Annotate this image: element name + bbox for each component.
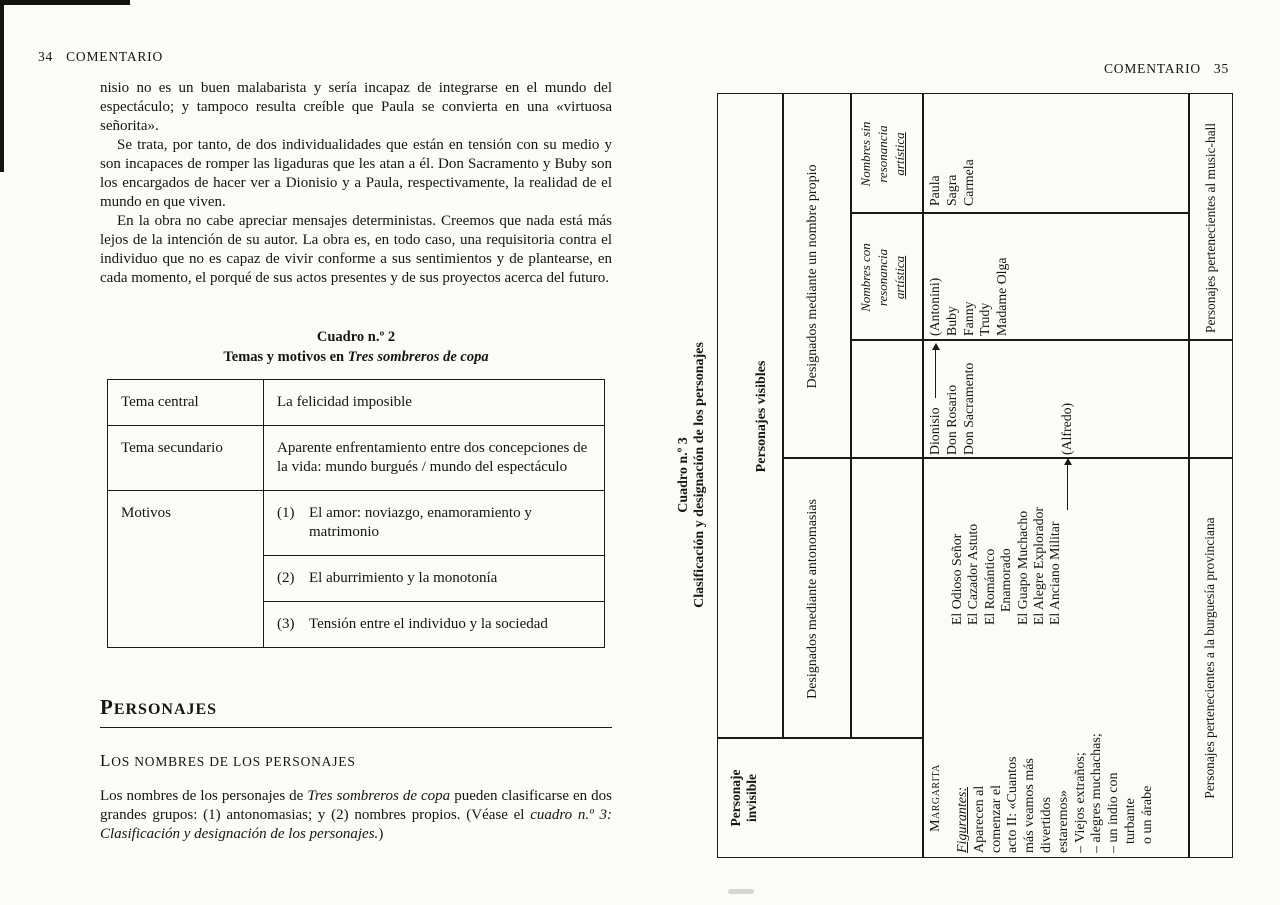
header-line: invisible — [744, 774, 759, 823]
artistic-name-item: (Antonini) — [927, 277, 942, 336]
theme-secondary-value: Aparente enfrentamiento entre dos concepciones de la vida: mundo burgués / mundo del espectáculo — [264, 426, 605, 491]
grid-line — [782, 94, 784, 739]
closing-crossref: cuadro n.º 3: Clasificación y designación de los personajes. — [100, 807, 612, 842]
character-classification-table — [717, 93, 1233, 858]
cuadro2-block — [100, 327, 612, 648]
non-artistic-name-item: Carmela — [960, 159, 976, 206]
right-running-title: COMENTARIO — [1104, 61, 1201, 76]
proper-name-item: Don Rosario — [943, 384, 959, 455]
grid-line — [850, 94, 852, 739]
cuadro3-caption-number: Cuadro n.º 3 — [676, 437, 691, 513]
header-line-underlined: artística — [892, 255, 907, 300]
header-antonomasias: Designados mediante antonomasias — [805, 499, 820, 699]
themes-motifs-table — [107, 379, 605, 648]
right-page-header — [1104, 61, 1229, 77]
footer-music-hall-text: Personajes pertenecientes al music-hall — [1202, 122, 1218, 333]
header-nombre-propio: Designados mediante un nombre propio — [805, 164, 820, 389]
motif-text: El amor: noviazgo, enamoramiento y matrimonio — [309, 505, 532, 540]
proper-name-item: Don Sacramento — [960, 362, 976, 455]
antonomasias-list — [949, 507, 1064, 625]
motif-text: Tensión entre el individuo y la sociedad — [309, 616, 548, 632]
cuadro2-caption-number: Cuadro n.º 2 — [316, 329, 396, 345]
section-heading-personajes — [100, 695, 612, 728]
figurantes-line: Aparecen al — [971, 785, 987, 853]
antonomasia-item: El Anciano Militar — [1047, 521, 1063, 625]
header-line: Nombres sin — [858, 121, 873, 187]
motif-item-2 — [264, 556, 605, 602]
non-artistic-name-item: Sagra — [943, 174, 959, 206]
subsection-heading-rest: OS NOMBRES DE LOS PERSONAJES — [111, 754, 356, 769]
antonomasia-item: El Romántico — [981, 548, 997, 625]
motif-item-3 — [264, 602, 605, 648]
header-line: Nombres con — [858, 243, 873, 312]
artistic-names-list — [927, 257, 1011, 336]
figurantes-line: acto II: «Cuantos — [1005, 756, 1021, 853]
theme-secondary-label: Tema secundario — [108, 426, 264, 491]
motif-entry — [277, 615, 591, 634]
scan-edge-artifact-top — [0, 0, 130, 5]
motif-number: (2) — [277, 570, 295, 586]
closing-seg1: Los nombres de los personajes de — [100, 788, 308, 804]
figurantes-line: – Viejos extraños; — [1072, 752, 1088, 853]
footer-burguesia-text: Personajes pertenecientes a la burguesía provinciana — [1202, 517, 1218, 799]
artistic-name-item: Buby — [943, 306, 959, 336]
antonomasia-item-wrap: Enamorado — [998, 548, 1014, 612]
header-personaje-invisible — [728, 739, 760, 857]
antonomasia-item: El Guapo Muchacho — [1014, 510, 1030, 625]
subsection-heading-nombres — [100, 751, 356, 771]
figurantes-line: más veamos más — [1022, 758, 1038, 853]
alfredo-name: (Alfredo) — [1059, 402, 1074, 455]
header-line-underlined: artística — [892, 132, 907, 176]
cuadro3-caption — [676, 92, 708, 858]
artistic-name-item: Fanny — [960, 301, 976, 336]
arrowhead-icon — [1064, 458, 1072, 465]
figurantes-line: – un indio con — [1106, 772, 1122, 853]
non-artistic-names-list — [927, 159, 977, 206]
theme-central-label: Tema central — [108, 380, 264, 426]
figurantes-title: Figurantes: — [955, 786, 970, 853]
header-nombres-sin-resonancia — [857, 94, 908, 214]
cuadro3-caption-title: Clasificación y designación de los personajes — [692, 342, 707, 608]
non-artistic-name-item: Paula — [927, 175, 942, 206]
paragraph-3: En la obra no cabe apreciar mensajes deterministas. Creemos que nada está más lejos de la intención de su autor. La obra es, en todo caso, una requisitoria contra el individuo que no es capaz de vivir conforme a sus sentimientos y de plantearse, en cada momento, el porqué de sus actos presentes y de sus proyectos acerca del futuro. — [100, 213, 612, 286]
closing-paragraph — [100, 787, 612, 844]
proper-name-item: Dionisio — [927, 407, 942, 455]
arrowhead-icon — [932, 343, 940, 350]
figurantes-line: turbante — [1122, 798, 1138, 844]
antonomasia-item: El Alegre Explorador — [1031, 506, 1047, 625]
header-personajes-visibles: Personajes visibles — [754, 360, 769, 473]
antonomasia-item: El Odioso Señor — [949, 533, 964, 625]
scan-edge-artifact-left — [0, 0, 4, 172]
cuadro2-caption-text: Temas y motivos en — [223, 349, 348, 365]
footer-burguesia — [1189, 459, 1232, 857]
cuadro2-caption-line1 — [100, 327, 612, 347]
table-row — [108, 380, 605, 426]
arrow-anciano-alfredo — [1067, 463, 1068, 510]
footer-music-hall — [1189, 97, 1232, 333]
antonomasia-item: El Cazador Astuto — [965, 523, 981, 625]
header-line: Personaje — [728, 769, 743, 827]
figurantes-line: o un árabe — [1139, 785, 1155, 844]
closing-seg3: pueden clasificarse en dos grandes grupos: (1) antonomasias; y (2) nombres propios. (Véase el — [100, 788, 612, 823]
header-nombres-con-resonancia — [857, 214, 908, 341]
header-line: resonancia — [875, 125, 890, 183]
motif-entry — [277, 504, 591, 542]
closing-paragraph-text — [100, 787, 612, 844]
subsection-heading-initial: L — [100, 751, 112, 770]
right-page-number: 35 — [1213, 61, 1230, 76]
figurantes-block — [955, 733, 1157, 853]
figurantes-line: divertidos — [1038, 797, 1054, 853]
section-heading-rest: ERSONAJES — [113, 701, 218, 718]
grid-line — [922, 94, 924, 857]
closing-seg5: ) — [378, 826, 384, 842]
left-page-number: 34 — [38, 49, 54, 64]
motif-item-1 — [264, 491, 605, 556]
section-heading-initial: P — [100, 695, 114, 719]
left-page-header — [38, 49, 163, 65]
paragraph-1: nisio no es un buen malabarista y sería incapaz de integrarse en el mundo del espectáculo; y tampoco resulta creíble que Paula se convierta en una «virtuosa señorita». — [100, 80, 612, 134]
artistic-name-item: Madame Olga — [994, 257, 1010, 336]
header-line: resonancia — [875, 248, 890, 307]
table-row — [108, 491, 605, 556]
left-running-title: COMENTARIO — [66, 49, 164, 64]
closing-worktitle: Tres sombreros de copa — [307, 788, 451, 804]
cuadro2-caption-line2 — [100, 347, 612, 367]
figurantes-line: comenzar el — [988, 784, 1004, 853]
scan-smudge — [728, 889, 754, 894]
left-body-text — [100, 79, 612, 288]
motifs-label: Motivos — [108, 491, 264, 648]
figurantes-line: estaremos» — [1055, 790, 1071, 853]
table-row — [108, 426, 605, 491]
motif-number: (3) — [277, 616, 295, 632]
figurantes-line: – alegres muchachas; — [1089, 733, 1105, 853]
motif-text: El aburrimiento y la monotonía — [309, 570, 498, 586]
motif-number: (1) — [277, 505, 295, 521]
arrow-dionisio-antonini — [935, 348, 936, 398]
cuadro3-rotated-block — [676, 92, 1236, 858]
paragraph-2: Se trata, por tanto, de dos individualidades que están en tensión con su medio y son incapaces de romper las ligaduras que les atan a él. Don Sacramento y Buby son los encargados de hacer ver a Dionisio y a Paula, respectivamente, la realidad de el mundo en que viven. — [100, 137, 612, 210]
motif-entry — [277, 569, 591, 588]
invisible-character-margarita: Margarita — [928, 764, 943, 832]
artistic-name-item: Trudy — [977, 302, 993, 336]
theme-central-value: La felicidad imposible — [264, 380, 605, 426]
cuadro2-caption-worktitle: Tres sombreros de copa — [347, 349, 489, 365]
